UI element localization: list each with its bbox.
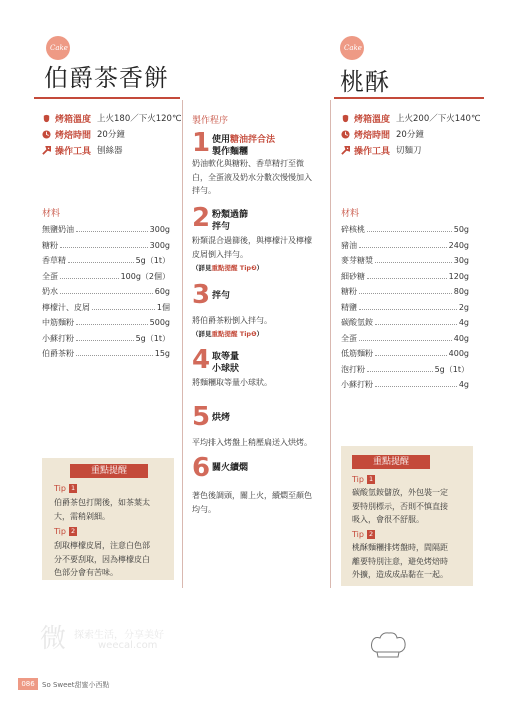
right-ingredient-name: 小蘇打粉 <box>341 380 373 390</box>
right-recipe-title: 桃酥 <box>340 68 390 96</box>
right-ingredient-leader <box>375 355 447 356</box>
left-tip1-text: 伯爵茶包打開後，如茶葉太 大，需稍剁細。 <box>54 498 150 521</box>
thermometer-icon <box>42 114 51 123</box>
right-ingredient-leader <box>359 293 452 294</box>
right-title-rule <box>334 97 484 99</box>
right-ingredient-leader <box>359 340 452 341</box>
clock-icon <box>341 130 350 139</box>
step-5-title: 烘烤 <box>212 413 231 423</box>
right-ingredient-row <box>341 238 469 254</box>
left-ingredient-leader <box>60 293 153 294</box>
right-ingredient-name: 麥芽糖漿 <box>341 256 373 266</box>
left-ingredient-leader <box>60 247 148 248</box>
left-ingredient-qty: 60g <box>154 287 170 297</box>
right-ingredient-qty: 50g <box>453 225 469 235</box>
left-column-divider <box>182 100 183 588</box>
right-info-tool-value: 切麵刀 <box>396 146 422 156</box>
right-tip1-text: 碳酸氫銨儲放，外包裝一定 要特別標示，否則不慎直接 吸入，會很不舒服。 <box>352 488 448 524</box>
left-info-time <box>42 126 182 142</box>
left-ingredient-leader <box>76 355 153 356</box>
left-ingredient-leader <box>92 309 155 310</box>
right-ingredient-row <box>341 300 469 316</box>
right-ingredient-name: 全蛋 <box>341 333 357 343</box>
step-1-title: 使用糖油拌合法 製作麵糰 <box>212 135 276 157</box>
right-ingredient-qty: 40g <box>453 333 469 343</box>
right-ingredient-name: 糖粉 <box>341 287 357 297</box>
right-ingredient-row <box>341 346 469 362</box>
left-ingredient-row <box>42 238 170 254</box>
left-ingredient-row <box>42 222 170 238</box>
right-ingredient-leader <box>367 371 433 372</box>
left-ingredient-qty: 5g（1t） <box>135 256 170 266</box>
left-info-temp-value: 上火180／下火120℃ <box>97 114 182 124</box>
right-ingredient-row <box>341 284 469 300</box>
left-ingredient-leader <box>76 231 148 232</box>
right-info-list <box>341 110 481 158</box>
right-info-time-value: 20分鐘 <box>396 130 424 140</box>
step-4-number: 4 <box>192 345 211 375</box>
left-ingredient-qty: 500g <box>149 318 170 328</box>
step-1-description: 奶油軟化與糖粉、香草精打至微 白，全蛋液及奶水分數次慢慢加入 拌勻。 <box>192 159 312 195</box>
left-ingredient-name: 檸檬汁、皮屑 <box>42 302 90 312</box>
right-ingredient-leader <box>367 231 452 232</box>
left-ingredient-leader <box>76 340 134 341</box>
step-5-number: 5 <box>192 402 211 432</box>
watermark-logo: 微 <box>40 624 67 654</box>
left-ingredient-row <box>42 346 170 362</box>
right-ingredient-row <box>341 331 469 347</box>
page-number: 086 <box>18 678 38 690</box>
left-ingredient-leader <box>68 262 134 263</box>
left-ingredient-qty: 300g <box>149 240 170 250</box>
procedure-heading: 製作程序 <box>192 116 229 126</box>
left-tips-title: 重點提醒 <box>70 464 148 478</box>
clock-icon <box>42 130 51 139</box>
right-ingredient-leader <box>367 278 447 279</box>
left-info-time-value: 20分鐘 <box>97 130 125 140</box>
right-ingredient-qty: 30g <box>453 256 469 266</box>
left-ingredient-qty: 100g（2個） <box>120 271 170 281</box>
left-ingredient-name: 小蘇打粉 <box>42 333 74 343</box>
step-3-note: （詳見重點提醒 Tip❶） <box>192 330 264 338</box>
right-info-tool-label: 操作工具 <box>354 146 391 157</box>
right-tip1-label: Tip 1 <box>352 475 374 484</box>
right-ingredient-row <box>341 377 469 393</box>
right-ingredient-row <box>341 222 469 238</box>
right-ingredient-name: 精鹽 <box>341 302 357 312</box>
left-info-temp-label: 烤箱溫度 <box>55 114 92 125</box>
right-ingredient-leader <box>375 324 457 325</box>
right-ingredients-list <box>341 222 469 393</box>
step-3-title: 拌勻 <box>212 291 231 301</box>
left-tip2-text: 刮取檸檬皮屑，注意白色部 分不要刮取，因為檸檬皮白 色部分會有苦味。 <box>54 541 150 577</box>
right-tip2-label: Tip 2 <box>352 530 374 539</box>
left-ingredient-row <box>42 331 170 347</box>
right-ingredient-qty: 4g <box>458 318 469 328</box>
left-info-temp <box>42 110 182 126</box>
step-3-number: 3 <box>192 280 211 310</box>
right-info-temp-label: 烤箱溫度 <box>354 114 391 125</box>
left-ingredient-name: 伯爵茶粉 <box>42 349 74 359</box>
left-info-list <box>42 110 182 158</box>
chef-hat-icon <box>368 630 408 660</box>
right-column-divider <box>330 100 331 588</box>
right-info-temp-value: 上火200／下火140℃ <box>396 114 481 124</box>
right-ingredient-name: 豬油 <box>341 240 357 250</box>
left-ingredient-leader <box>60 278 119 279</box>
right-tip2-text: 桃酥麵糰排烤盤時，間隔距 離要特別注意，避免烤焙時 外擴，造成成品黏在一起。 <box>352 543 448 579</box>
left-title-rule <box>34 97 180 99</box>
footer-book-title: So Sweet甜蜜小西點 <box>42 681 110 689</box>
right-ingredient-qty: 240g <box>448 240 469 250</box>
left-ingredient-name: 香草精 <box>42 256 66 266</box>
left-ingredient-qty: 15g <box>154 349 170 359</box>
left-info-tool-label: 操作工具 <box>55 146 92 157</box>
right-ingredient-qty: 400g <box>448 349 469 359</box>
step-1-number: 1 <box>192 128 211 158</box>
step-2-description: 粉類混合過篩後，與檸檬汁及檸檬 皮屑倒入拌勻。 <box>192 236 312 259</box>
left-ingredient-name: 奶水 <box>42 287 58 297</box>
left-ingredient-name: 無鹽奶油 <box>42 225 74 235</box>
right-ingredient-qty: 5g（1t） <box>434 364 469 374</box>
step-5-description: 平均排入烤盤上稍壓扁送入烘烤。 <box>192 438 312 447</box>
left-ingredient-row <box>42 253 170 269</box>
step-6-number: 6 <box>192 453 211 483</box>
right-tips-title: 重點提醒 <box>352 455 430 469</box>
left-ingredient-qty: 1個 <box>156 302 170 312</box>
left-ingredient-qty: 5g（1t） <box>135 333 170 343</box>
right-ingredient-leader <box>375 262 452 263</box>
step-6-title: 關火續燜 <box>212 463 249 473</box>
right-info-time-label: 烤焙時間 <box>354 130 391 141</box>
left-tip2-label: Tip 2 <box>54 527 76 536</box>
left-ingredient-name: 全蛋 <box>42 271 58 281</box>
left-ingredients-list <box>42 222 170 362</box>
step-2-title: 粉類過篩 拌勻 <box>212 210 249 232</box>
left-ingredient-leader <box>76 324 148 325</box>
right-ingredient-name: 碎核桃 <box>341 225 365 235</box>
right-info-time <box>341 126 481 142</box>
right-info-tool <box>341 142 481 158</box>
right-ingredient-leader <box>359 247 447 248</box>
right-ingredient-row <box>341 315 469 331</box>
right-info-temp <box>341 110 481 126</box>
right-ingredient-row <box>341 253 469 269</box>
left-ingredient-name: 中筋麵粉 <box>42 318 74 328</box>
left-info-tool-value: 刨絲器 <box>97 146 123 156</box>
left-ingredients-heading: 材料 <box>42 209 61 219</box>
thermometer-icon <box>341 114 350 123</box>
step-4-title: 取等量 小球狀 <box>212 352 240 374</box>
left-tip1-label: Tip 1 <box>54 484 76 493</box>
watermark-site: weecal.com <box>98 640 158 651</box>
right-ingredient-leader <box>375 386 457 387</box>
right-category-badge: Cake & Tart <box>340 36 364 60</box>
left-ingredient-row <box>42 300 170 316</box>
left-ingredient-name: 糖粉 <box>42 240 58 250</box>
step-2-note: （詳見重點提醒 Tip❷） <box>192 264 264 272</box>
right-ingredient-name: 碳酸氫銨 <box>341 318 373 328</box>
left-ingredient-row <box>42 315 170 331</box>
right-ingredient-name: 低筋麵粉 <box>341 349 373 359</box>
right-ingredient-name: 泡打粉 <box>341 364 365 374</box>
watermark-tagline: 探索生活，分享美好 <box>74 630 164 641</box>
step-3-description: 將伯爵茶粉倒入拌勻。 <box>192 316 272 325</box>
right-ingredient-row <box>341 362 469 378</box>
right-ingredient-qty: 4g <box>458 380 469 390</box>
step-2-number: 2 <box>192 203 211 233</box>
right-ingredient-qty: 120g <box>448 271 469 281</box>
step-6-description: 著色後調頭，關上火，續燜至顏色 均勻。 <box>192 491 312 514</box>
left-ingredient-qty: 300g <box>149 225 170 235</box>
left-category-badge: Cake & Tart <box>46 36 70 60</box>
left-recipe-title: 伯爵茶香餅 <box>44 64 169 92</box>
step-4-description: 將麵糰取等量小球狀。 <box>192 378 272 387</box>
right-ingredient-qty: 80g <box>453 287 469 297</box>
right-ingredient-name: 細砂糖 <box>341 271 365 281</box>
left-info-tool <box>42 142 182 158</box>
tool-icon <box>42 146 51 155</box>
tool-icon <box>341 146 350 155</box>
right-ingredient-row <box>341 269 469 285</box>
left-ingredient-row <box>42 284 170 300</box>
right-ingredient-qty: 2g <box>458 302 469 312</box>
left-info-time-label: 烤焙時間 <box>55 130 92 141</box>
right-ingredient-leader <box>359 309 457 310</box>
right-ingredients-heading: 材料 <box>341 209 360 219</box>
left-ingredient-row <box>42 269 170 285</box>
